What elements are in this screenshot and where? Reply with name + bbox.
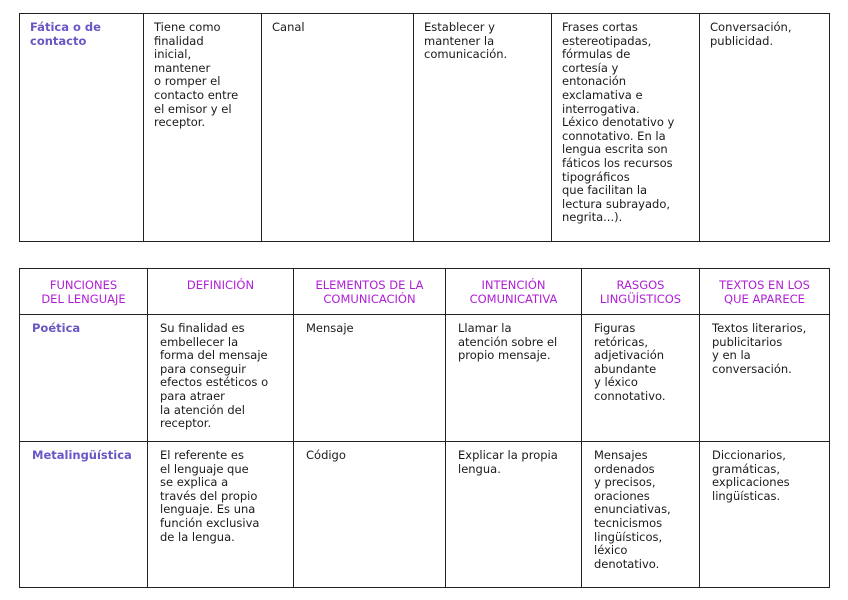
function-name: Poética: [32, 321, 81, 335]
header-definicion: [148, 269, 294, 315]
header-funcion: [20, 269, 148, 315]
header-label: ELEMENTOS DE LA COMUNICACIÓN: [315, 278, 424, 306]
cell-textos: [700, 442, 830, 588]
cell-funcion: [20, 315, 148, 442]
cell-definicion: [148, 442, 294, 588]
header-elemento: [294, 269, 446, 315]
table-fatica: [19, 13, 830, 242]
texts-text: Diccionarios, gramáticas, explicaciones lingüísticas.: [712, 448, 790, 503]
features-text: Frases cortas estereotipadas, fórmulas de cortesía y entonación exclamativa e interrogativa. Léxico denotativo y connotativo. En la lengua escrita son fáticos los recursos tipográficos que facilitan la lectura subrayado, negrita...).: [562, 20, 675, 225]
texts-text: Textos literarios, publicitarios y en la conversación.: [712, 321, 807, 376]
header-textos: [700, 269, 830, 315]
header-label: FUNCIONES DEL LENGUAJE: [41, 278, 126, 306]
table-row: [20, 315, 830, 442]
table-row: [20, 442, 830, 588]
header-rasgos: [582, 269, 700, 315]
intention-text: Establecer y mantener la comunicación.: [424, 20, 508, 62]
features-text: Mensajes ordenados y precisos, oraciones enunciativas, tecnicismos lingüísticos, léxico denotativo.: [594, 448, 671, 571]
intention-text: Llamar la atención sobre el propio mensaje.: [458, 321, 558, 363]
cell-intencion: [446, 442, 582, 588]
cell-textos: [700, 315, 830, 442]
header-intencion: [446, 269, 582, 315]
cell-elemento: [262, 14, 414, 242]
element-text: Mensaje: [306, 321, 354, 335]
table-funciones: [19, 268, 830, 588]
cell-rasgos: [552, 14, 700, 242]
function-name: Fática o de contacto: [30, 20, 101, 48]
cell-intencion: [446, 315, 582, 442]
cell-textos: [700, 14, 830, 242]
table-row: [20, 14, 830, 242]
header-label: INTENCIÓN COMUNICATIVA: [469, 278, 558, 306]
cell-elemento: [294, 442, 446, 588]
texts-text: Conversación, publicidad.: [710, 20, 792, 48]
cell-rasgos: [582, 315, 700, 442]
definition-text: Tiene como finalidad inicial, mantener o romper el contacto entre el emisor y el receptor.: [154, 20, 239, 130]
header-label: RASGOS LINGÜÍSTICOS: [599, 278, 682, 306]
cell-definicion: [144, 14, 262, 242]
definition-text: Su finalidad es embellecer la forma del mensaje para conseguir efectos estéticos o para atraer la atención del receptor.: [160, 321, 269, 431]
element-text: Código: [306, 448, 346, 462]
function-name: Metalingüística: [32, 448, 132, 462]
intention-text: Explicar la propia lengua.: [458, 448, 558, 476]
cell-intencion: [414, 14, 552, 242]
cell-funcion: [20, 14, 144, 242]
cell-rasgos: [582, 442, 700, 588]
header-label: DEFINICIÓN: [186, 278, 255, 292]
cell-funcion: [20, 442, 148, 588]
header-label: TEXTOS EN LOS QUE APARECE: [719, 278, 810, 306]
table-header-row: [20, 269, 830, 315]
features-text: Figuras retóricas, adjetivación abundante y léxico connotativo.: [594, 321, 666, 403]
cell-definicion: [148, 315, 294, 442]
element-text: Canal: [272, 20, 305, 34]
definition-text: El referente es el lenguaje que se explica a través del propio lenguaje. Es una función exclusiva de la lengua.: [160, 448, 260, 544]
cell-elemento: [294, 315, 446, 442]
